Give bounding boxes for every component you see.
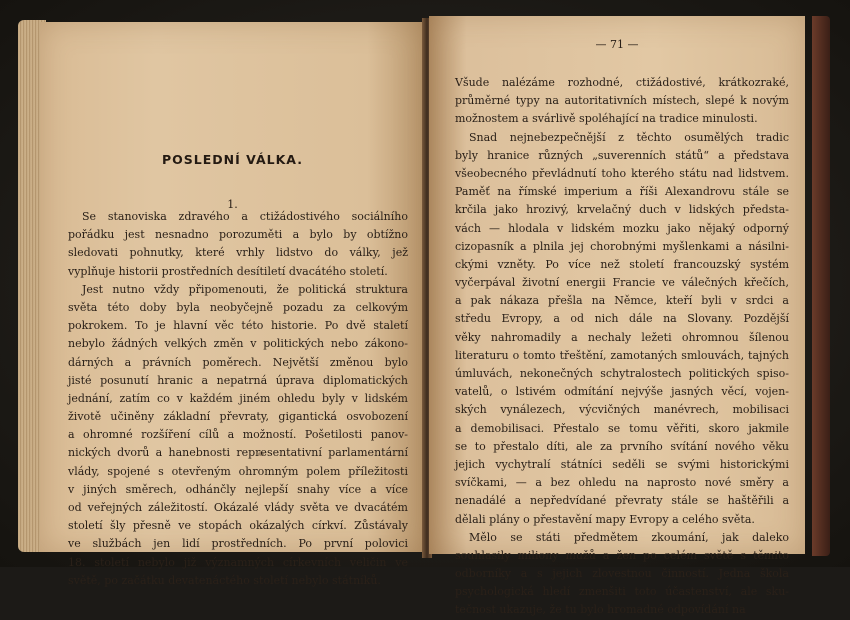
right-page [429,16,805,617]
text-line: a ohromné rozšíření cílů a možností. Pošetilosti panov- [68,428,408,442]
text-line: ckými vzněty. Po více než století francouzský systém [455,257,789,271]
text-line: cizopasník a plnila jej chorobnými myšlenkami a násilni- [455,239,789,253]
text-line: Všude nalézáme rozhodné, ctižádostivé, krátkozraké, [455,76,789,89]
text-line: od veřejných záležitostí. Okázalé vlády světa ve dvacátém [68,501,408,514]
text-line: psychologická hledí zmenšiti toto účastenství, ale sku- [455,585,789,599]
text-line: souhlasily miliony mužů a žen po celém světě s těmito [455,548,789,562]
text-line: pořádku jest nesnadno porozuměti a bylo by obtížno [68,228,408,242]
text-line: ve službách jen lidí prostředních. Po první polovici [68,537,408,551]
text-line: Mělo se státi předmětem zkoumání, jak daleko [469,530,789,544]
text-line: tečnost ukazuje, že tu bylo hromadné odpovídání na [455,603,746,617]
text-line: životě učiněny základní převraty, gigantická osvobození [68,410,408,424]
text-line: krčila jako hrozivý, krvelačný duch v lidských předsta- [455,203,789,217]
text-line: v jiných směrech, odhánčly nejlepší snahy více a více [68,482,408,496]
text-line: světa této doby byla neobyčejně pozadu za celkovým [68,300,408,314]
text-line: století šly přesně ve stopách okázalých církví. Zůstávaly [68,519,408,533]
text-line: sledovati pohnutky, které vrhly lidstvo do války, jež [68,246,408,260]
text-line: světě, po začátku devatenáctého století nebylo státníků. [68,573,381,587]
text-line: Paměť na římské imperium a říši Alexandrovu stále se [455,185,789,199]
text-line: jisté posunutí hranic a nepatrná úprava diplomatických [68,373,408,387]
page-number: — 71 — [595,38,639,51]
text-line: vách — hlodala v lidském mozku jako nějaký odporný [455,221,789,235]
text-line: a demobilisaci. Přestalo se tomu věřiti, skoro jakmile [455,421,789,435]
text-line: vyplňuje historii prostředních desítiletí dvacátého století. [68,264,388,278]
text-line: všeobecného převládnutí toho kterého státu nad lidstvem. [455,166,789,180]
book-cover-right [812,16,830,556]
text-line: vyčerpával životní energii Francie ve válečných křečích, [455,276,789,290]
left-page [40,22,425,587]
text-line: jednání, zatím co v každém jiném ohledu byly v lidském [68,391,408,405]
chapter-heading: POSLEDNÍ VÁLKA. [162,152,303,167]
text-line: vlády, spojené s otevřeným ohromným polem příležitosti [68,464,408,478]
text-line: 18. století nebylo již významných církevních veličin ve [68,555,408,569]
text-line: nebylo žádných velkých změn v politických nebo zákono- [68,337,408,351]
text-line: a pak nákaza přešla na Němce, kteří byli v srdci a [455,294,789,308]
text-line: možnostem a svárlivě spoléhající na tradice minulosti. [455,112,758,126]
text-line: úmluvách, nekonečných schytralostech politických spiso- [455,367,789,380]
text-line: dárných a právních poměrech. Největší změnou bylo [68,355,408,369]
text-line: svíčkami, — a bez ohledu na naprosto nové směry a [455,476,789,490]
text-line: vatelů, o lstivém odmítání nejvýše jasných věcí, vojen- [455,385,789,399]
text-line: ských vynálezech, výcvičných manévrech, mobilisaci [455,403,789,417]
text-line: odborníky a s jejich zlovestnou činností. Jedna škola [455,567,789,581]
section-number: 1. [227,198,238,211]
text-line: středu Evropy, a od nich dále na Slovany. Pozdější [455,312,789,326]
text-line: pokrokem. To je hlavní věc této historie. Po dvě staletí [68,319,408,333]
left-page-body [68,208,408,590]
right-page-body [455,74,789,620]
open-book [18,12,830,617]
paper-stain [258,452,264,456]
text-line: Jest nutno vždy připomenouti, že politická struktura [82,282,408,296]
text-line: nických dvorů a hanebnosti representativní parlamentární [68,446,408,460]
text-line: nenadálé a nepředvídané převraty stále se haštěřili a [455,494,789,508]
text-line: literaturu o tomto třeštění, zamotaných smlouvách, tajných [455,348,789,362]
text-line: dělali plány o přestavění mapy Evropy a celého světa. [455,512,755,526]
text-line: Se stanoviska zdravého a ctižádostivého sociálního [82,210,408,223]
text-line: se to přestalo díti, ale za prvního svítání nového věku [455,439,789,453]
text-line: Snad nejnebezpečnější z těchto osumělých tradic [469,130,789,144]
text-line: průměrné typy na autoritativních místech, slepé k novým [455,94,789,108]
text-line: jejich vychytralí státníci seděli se svými historickými [455,457,789,471]
text-line: věky nahromadily a nechaly ležeti ohromnou šílenou [455,330,789,344]
text-line: byly hranice různých „suverenních států“ a představa [455,148,789,162]
